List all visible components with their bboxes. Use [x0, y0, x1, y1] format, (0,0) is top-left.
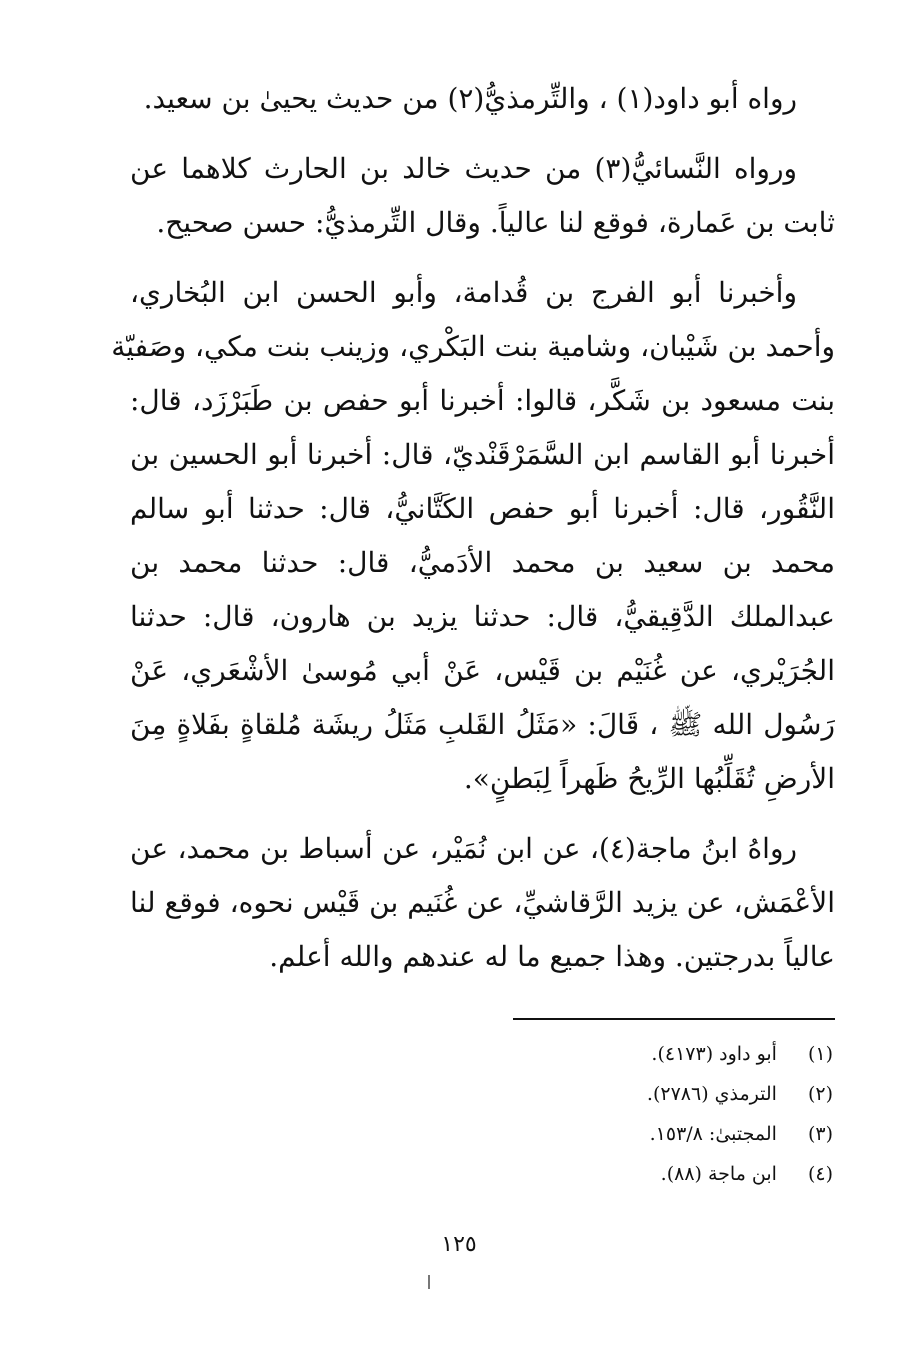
text-line: الجُرَيْري، عن غُنَيْم بن قَيْس، عَنْ أبي مُوسىٰ الأشْعَري، عَنْ	[130, 654, 835, 687]
text-line: بنت مسعود بن شَكَّر، قالوا: أخبرنا أبو حفص بن طَبَرْزَد، قال:	[130, 384, 835, 417]
footnote-text: المجتبىٰ: ١٥٣/٨.	[649, 1123, 777, 1145]
footnote-4	[130, 1154, 835, 1194]
paragraph-1	[130, 72, 835, 126]
text-line: عالياً بدرجتين. وهذا جميع ما له عندهم والله أعلم.	[269, 940, 835, 973]
footnote-text: الترمذي (٢٧٨٦).	[646, 1083, 777, 1105]
footnote-number: (١)	[807, 1043, 833, 1065]
text-line: وأحمد بن شَيْبان، وشامية بنت البَكْري، وزينب بنت مكي، وصَفيّة	[111, 330, 835, 363]
text-line: رَسُول الله ﷺ ، قَالَ: «مَثَلُ القَلبِ مَثَلُ ريشَة مُلقاةٍ بفَلاةٍ مِنَ	[130, 708, 835, 741]
text-line: عبدالملك الدَّقِيقيُّ، قال: حدثنا يزيد بن هارون، قال: حدثنا	[130, 600, 835, 633]
text-line: محمد بن سعيد بن محمد الأدَميُّ، قال: حدثنا محمد بن	[130, 546, 835, 579]
text-line: ورواه النَّسائيُّ(٣) من حديث خالد بن الحارث كلاهما عن	[130, 152, 797, 185]
footnote-2	[130, 1074, 835, 1114]
text-line: رواه أبو داود(١) ، والتِّرمذيُّ(٢) من حديث يحيىٰ بن سعيد.	[143, 82, 797, 115]
footnote-text: أبو داود (٤١٧٣).	[651, 1043, 777, 1065]
footnote-3	[130, 1114, 835, 1154]
text-line: الأرضِ تُقَلِّبُها الرِّيحُ ظَهراً لِبَطنٍ».	[463, 762, 835, 795]
paragraph-4	[130, 822, 835, 984]
paragraph-3	[111, 266, 835, 806]
footnote-number: (٤)	[807, 1163, 833, 1185]
text-line: ثابت بن عَمارة، فوقع لنا عالياً. وقال التِّرمذيُّ: حسن صحيح.	[156, 206, 835, 239]
footnote-1	[130, 1034, 835, 1074]
text-line: النَّقُور، قال: أخبرنا أبو حفص الكَتَّانيُّ، قال: حدثنا أبو سالم	[130, 492, 835, 525]
scan-speck	[428, 1275, 430, 1289]
footnote-number: (٣)	[807, 1123, 833, 1145]
text-line: وأخبرنا أبو الفرج بن قُدامة، وأبو الحسن ابن البُخاري،	[130, 276, 797, 309]
footnotes	[130, 1018, 835, 1194]
paragraph-2	[130, 142, 835, 250]
text-line: أخبرنا أبو القاسم ابن السَّمَرْقَنْديّ، قال: أخبرنا أبو الحسين بن	[130, 438, 835, 471]
footnote-number: (٢)	[807, 1083, 833, 1105]
page-number: ١٢٥	[441, 1232, 477, 1257]
text-line: الأعْمَش، عن يزيد الرَّقاشيِّ، عن غُنَيم بن قَيْس نحوه، فوقع لنا	[130, 886, 835, 919]
footnote-text: ابن ماجة (٨٨).	[660, 1163, 777, 1185]
main-text	[111, 72, 835, 984]
text-line: رواهُ ابنُ ماجة(٤)، عن ابن نُمَيْر، عن أسباط بن محمد، عن	[130, 832, 798, 865]
